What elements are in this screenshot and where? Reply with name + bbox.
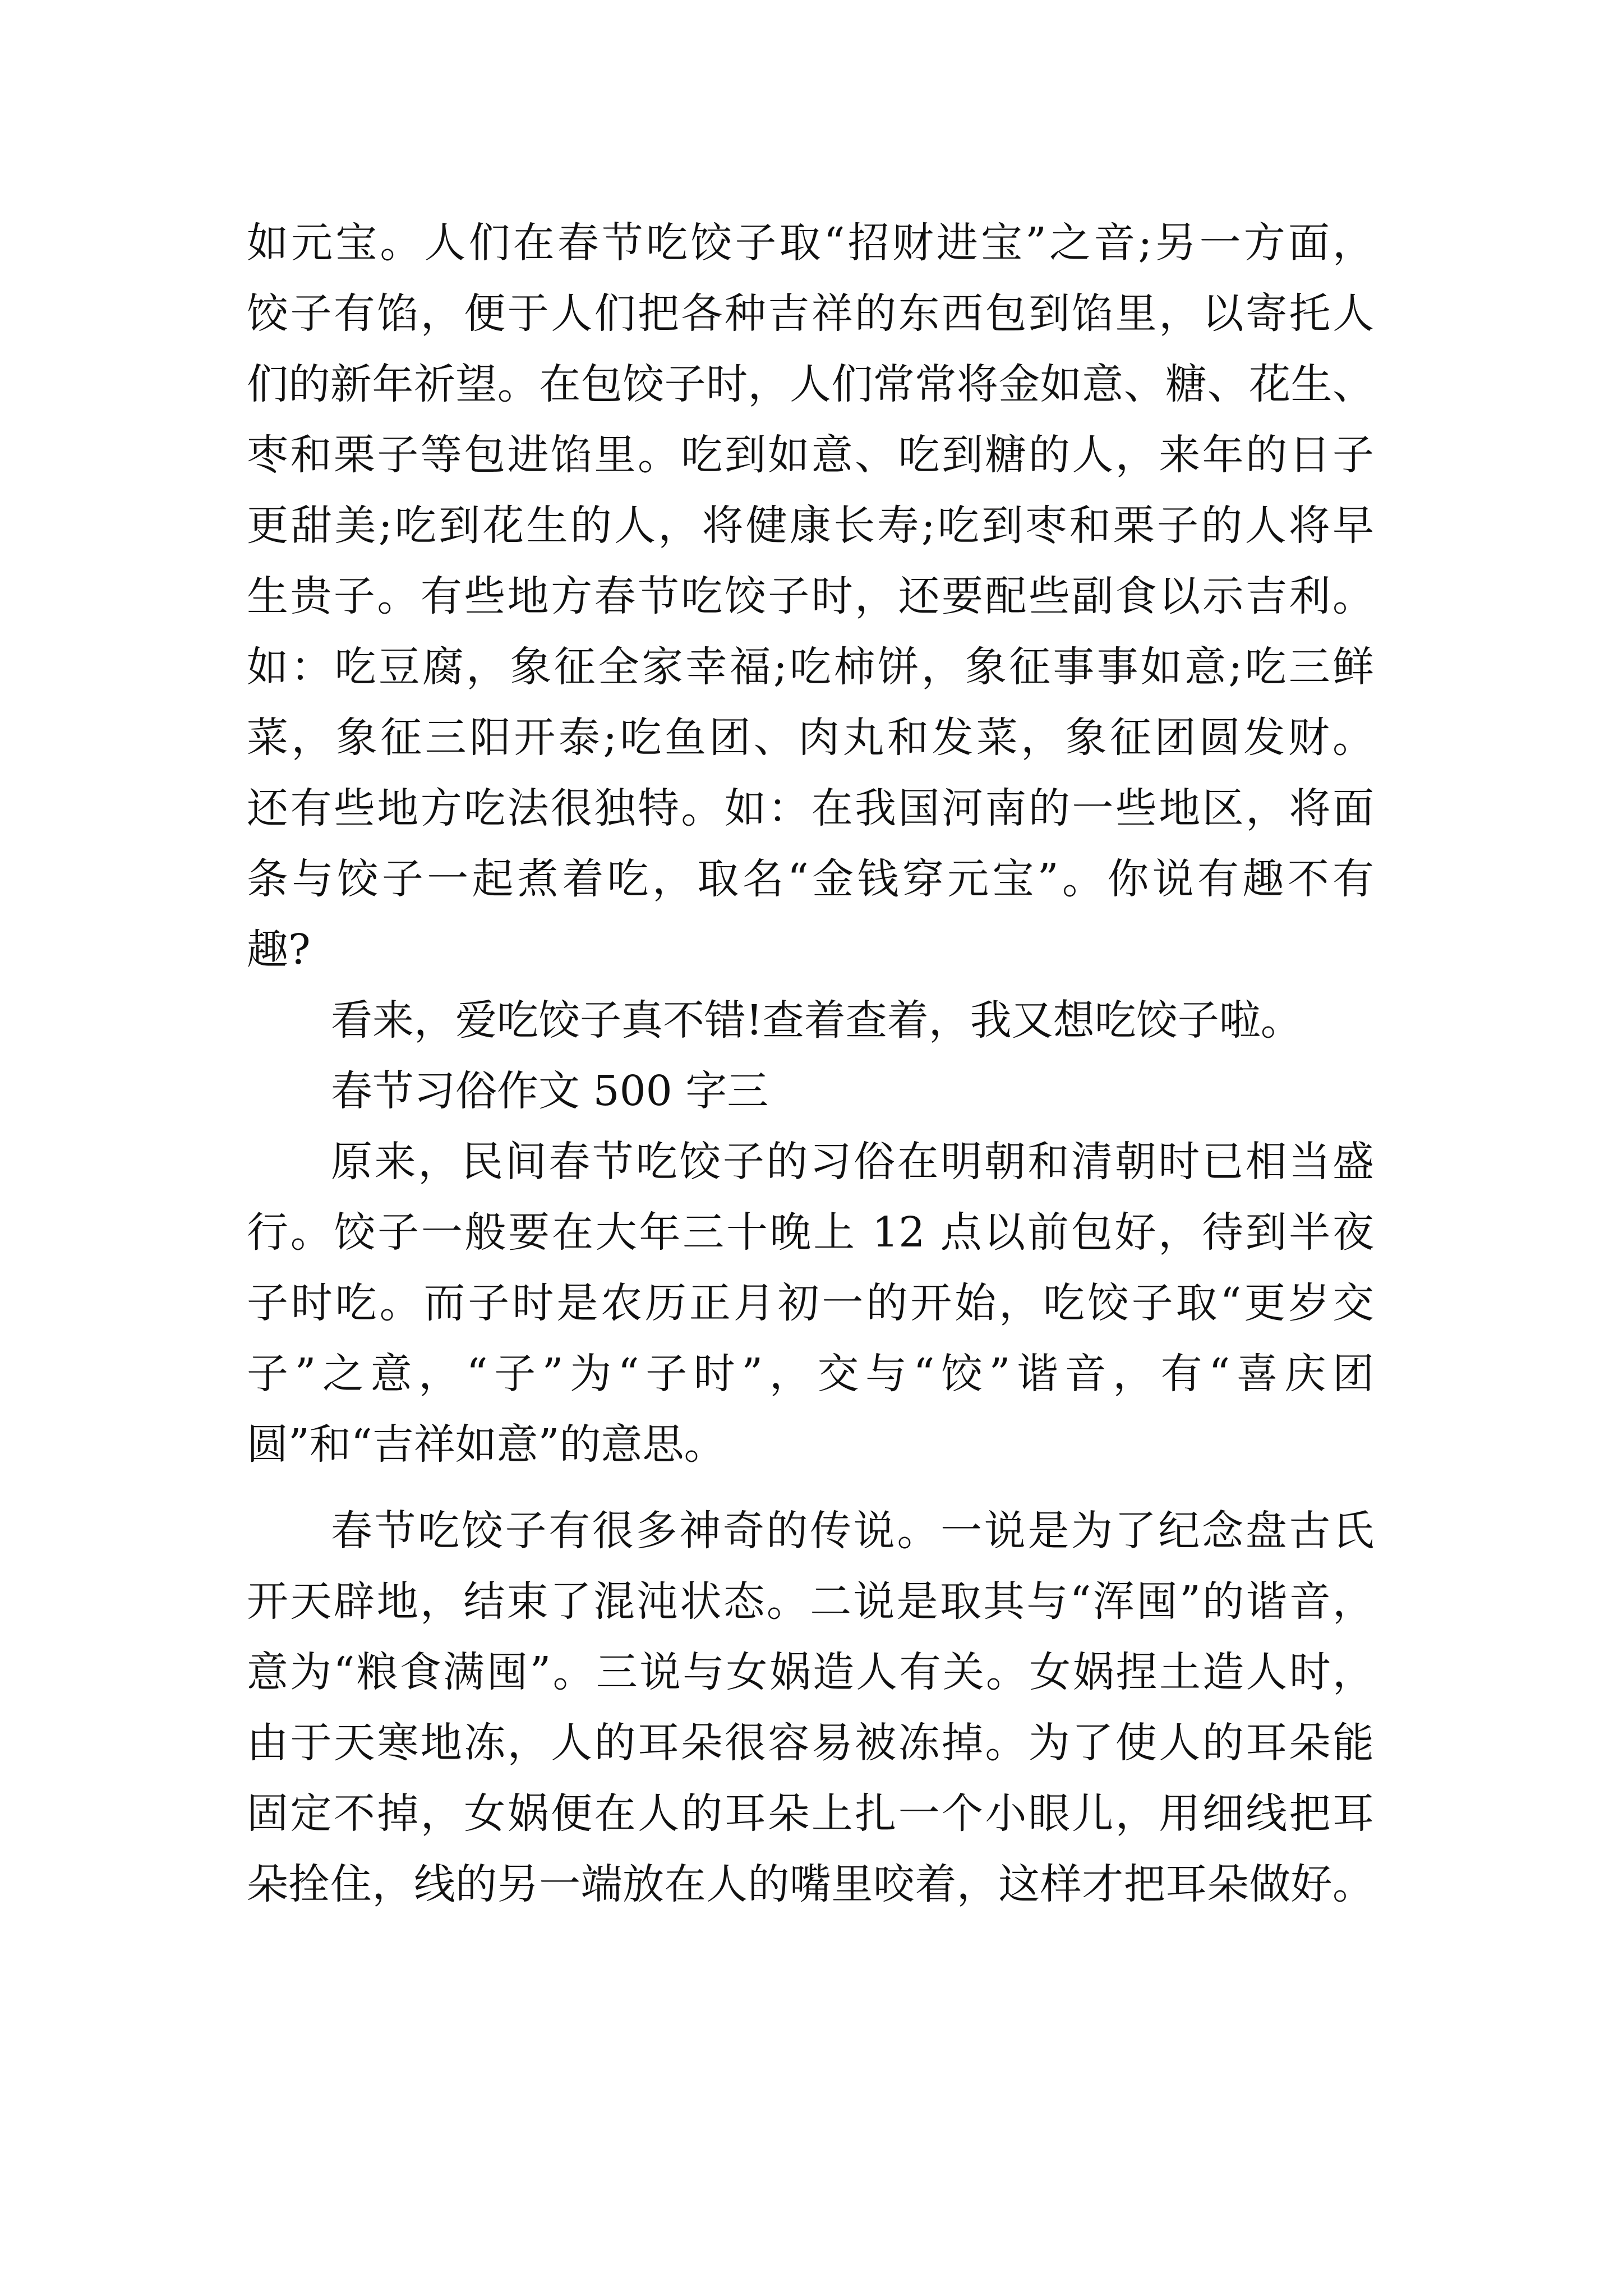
text-line: 如：吃豆腐，象征全家幸福;吃柿饼，象征事事如意;吃三鲜 xyxy=(247,643,1374,691)
section-heading xyxy=(247,1056,1374,1126)
text-line: 们的新年祈望。在包饺子时，人们常常将金如意、糖、花生、 xyxy=(247,360,1374,408)
text-line: 朵拴住，线的另一端放在人的嘴里咬着，这样才把耳朵做好。 xyxy=(247,1860,1374,1908)
paragraph-gap xyxy=(247,1480,1374,1496)
text-line: 菜，象征三阳开泰;吃鱼团、肉丸和发菜，象征团圆发财。 xyxy=(247,714,1374,762)
document-body xyxy=(247,208,1374,1920)
text-line: 如元宝。人们在春节吃饺子取“招财进宝”之音;另一方面， xyxy=(247,219,1374,267)
text-line: 春节吃饺子有很多神奇的传说。一说是为了纪念盘古氏 xyxy=(331,1507,1374,1555)
text-line: 饺子有馅，便于人们把各种吉祥的东西包到馅里，以寄托人 xyxy=(247,289,1374,338)
text-line: 子”之意，“子”为“子时”，交与“饺”谐音，有“喜庆团 xyxy=(247,1350,1374,1398)
text-line: 固定不掉，女娲便在人的耳朵上扎一个小眼儿，用细线把耳 xyxy=(247,1789,1374,1838)
text-line: 看来，爱吃饺子真不错!查着查着，我又想吃饺子啦。 xyxy=(331,996,1302,1045)
text-line: 原来，民间春节吃饺子的习俗在明朝和清朝时已相当盛 xyxy=(331,1138,1374,1186)
paragraph xyxy=(247,985,1374,1056)
paragraph xyxy=(247,1496,1374,1920)
text-line: 枣和栗子等包进馅里。吃到如意、吃到糖的人，来年的日子 xyxy=(247,431,1374,479)
text-line: 圆”和“吉祥如意”的意思。 xyxy=(247,1420,726,1469)
text-line: 条与饺子一起煮着吃，取名“金钱穿元宝”。你说有趣不有 xyxy=(247,855,1374,903)
text-line: 生贵子。有些地方春节吃饺子时，还要配些副食以示吉利。 xyxy=(247,572,1374,620)
text-line: 还有些地方吃法很独特。如：在我国河南的一些地区，将面 xyxy=(247,784,1374,832)
text-line: 更甜美;吃到花生的人，将健康长寿;吃到枣和栗子的人将早 xyxy=(247,501,1374,550)
text-line: 开天辟地，结束了混沌状态。二说是取其与“浑囤”的谐音， xyxy=(247,1577,1374,1626)
text-line: 意为“粮食满囤”。三说与女娲造人有关。女娲捏土造人时， xyxy=(247,1648,1374,1696)
paragraph xyxy=(247,1126,1374,1480)
text-line: 子时吃。而子时是农历正月初一的开始，吃饺子取“更岁交 xyxy=(247,1279,1374,1327)
text-line: 行。饺子一般要在大年三十晚上 12 点以前包好，待到半夜 xyxy=(247,1208,1374,1257)
paragraph xyxy=(247,208,1374,985)
text-line: 趣? xyxy=(247,926,311,974)
text-line: 由于天寒地冻，人的耳朵很容易被冻掉。为了使人的耳朵能 xyxy=(247,1719,1374,1767)
heading-text: 春节习俗作文 500 字三 xyxy=(331,1067,769,1115)
